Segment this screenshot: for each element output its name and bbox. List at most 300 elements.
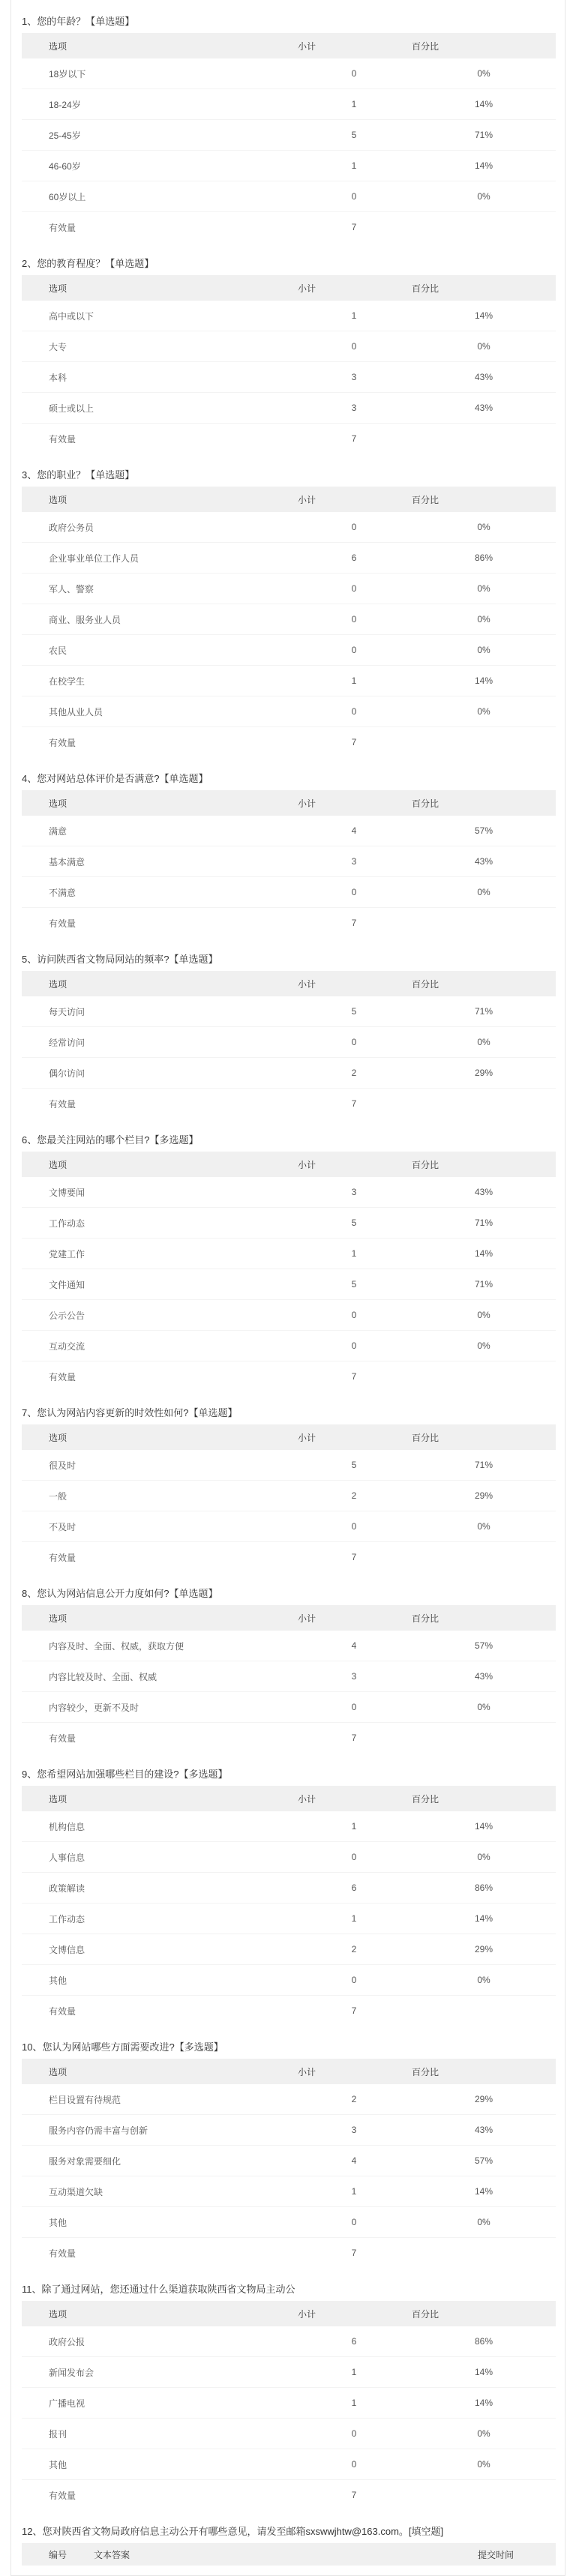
header-percent: 百分比 bbox=[412, 494, 440, 505]
table-row bbox=[22, 877, 556, 908]
option-count: 0 bbox=[351, 706, 357, 717]
question-4 bbox=[11, 768, 565, 938]
option-count: 6 bbox=[351, 553, 357, 563]
option-percent: 0% bbox=[477, 341, 490, 352]
table-header-row bbox=[22, 971, 556, 996]
table-row bbox=[22, 666, 556, 696]
option-percent: 57% bbox=[474, 825, 494, 836]
total-percent-empty bbox=[411, 1996, 556, 2026]
option-percent: 43% bbox=[474, 856, 494, 867]
total-label: 有效量 bbox=[49, 2005, 76, 2017]
total-label: 有效量 bbox=[49, 2248, 76, 2259]
option-count: 5 bbox=[351, 1218, 357, 1228]
question-title: 4、您对网站总体评价是否满意?【单选题】 bbox=[22, 773, 208, 784]
table-row bbox=[22, 996, 556, 1027]
option-label: 军人、警察 bbox=[49, 583, 94, 595]
total-label: 有效量 bbox=[49, 2490, 76, 2501]
total-row bbox=[22, 2480, 556, 2511]
option-label: 人事信息 bbox=[49, 1852, 86, 1863]
option-percent: 71% bbox=[474, 1279, 494, 1289]
total-row bbox=[22, 908, 556, 939]
header-percent: 百分比 bbox=[412, 798, 440, 809]
total-row bbox=[22, 424, 556, 454]
option-label: 很及时 bbox=[49, 1460, 76, 1471]
option-percent: 0% bbox=[477, 2428, 490, 2439]
option-label: 党建工作 bbox=[49, 1248, 86, 1260]
option-percent: 14% bbox=[474, 99, 494, 109]
option-percent: 43% bbox=[474, 2125, 494, 2135]
option-count: 6 bbox=[351, 1883, 357, 1893]
table-header-row bbox=[22, 2301, 556, 2326]
question-3 bbox=[11, 464, 565, 757]
table-row bbox=[22, 543, 556, 574]
header-option: 选项 bbox=[49, 798, 68, 809]
option-label: 18-24岁 bbox=[49, 99, 81, 110]
option-label: 互动交流 bbox=[49, 1340, 86, 1352]
option-percent: 0% bbox=[477, 1310, 490, 1320]
option-count: 5 bbox=[351, 1279, 357, 1289]
total-count: 7 bbox=[351, 2490, 357, 2500]
header-percent: 百分比 bbox=[412, 1432, 440, 1443]
option-percent: 0% bbox=[477, 706, 490, 717]
survey-report bbox=[10, 0, 566, 2576]
option-label: 服务对象需要细化 bbox=[49, 2155, 122, 2167]
option-count: 3 bbox=[351, 2125, 357, 2135]
question-title: 10、您认为网站哪些方面需要改进?【多选题】 bbox=[22, 2041, 224, 2053]
header-option: 选项 bbox=[49, 283, 68, 294]
result-table bbox=[22, 971, 556, 1119]
total-label: 有效量 bbox=[49, 918, 76, 929]
option-percent: 0% bbox=[477, 68, 490, 79]
option-label: 文博信息 bbox=[49, 1944, 86, 1955]
table-row bbox=[22, 2207, 556, 2238]
option-percent: 57% bbox=[474, 1640, 494, 1651]
table-row bbox=[22, 393, 556, 424]
header-percent: 百分比 bbox=[412, 2308, 440, 2320]
option-label: 经常访问 bbox=[49, 1037, 86, 1048]
option-percent: 29% bbox=[474, 2094, 494, 2104]
option-label: 内容较少，更新不及时 bbox=[49, 1702, 140, 1713]
table-header-row bbox=[22, 1786, 556, 1811]
total-percent-empty bbox=[411, 908, 556, 939]
option-label: 商业、服务业人员 bbox=[49, 614, 122, 625]
table-row bbox=[22, 816, 556, 846]
total-count: 7 bbox=[351, 1371, 357, 1382]
total-row bbox=[22, 1996, 556, 2026]
result-table bbox=[22, 1605, 556, 1753]
option-label: 其他 bbox=[49, 2217, 68, 2228]
result-table bbox=[22, 487, 556, 757]
total-percent-empty bbox=[411, 727, 556, 758]
total-percent-empty bbox=[411, 2480, 556, 2511]
option-count: 0 bbox=[351, 2428, 357, 2439]
option-label: 文件通知 bbox=[49, 1279, 86, 1290]
table-row bbox=[22, 151, 556, 181]
result-table bbox=[22, 1152, 556, 1391]
question-9 bbox=[11, 1763, 565, 2026]
option-percent: 14% bbox=[474, 2186, 494, 2197]
header-count: 小计 bbox=[298, 40, 316, 52]
option-percent: 14% bbox=[474, 2398, 494, 2408]
option-label: 其他 bbox=[49, 1975, 68, 1986]
question-title: 3、您的职业？【单选题】 bbox=[22, 469, 135, 481]
option-count: 2 bbox=[351, 1944, 357, 1954]
option-count: 0 bbox=[351, 887, 357, 897]
option-percent: 0% bbox=[477, 614, 490, 625]
option-percent: 43% bbox=[474, 372, 494, 382]
header-percent: 百分比 bbox=[412, 40, 440, 52]
table-row bbox=[22, 1692, 556, 1723]
result-table bbox=[22, 2059, 556, 2268]
option-count: 0 bbox=[351, 1975, 357, 1985]
total-row bbox=[22, 1361, 556, 1392]
result-table bbox=[22, 1424, 556, 1572]
question-title: 7、您认为网站内容更新的时效性如何?【单选题】 bbox=[22, 1407, 238, 1418]
option-percent: 71% bbox=[474, 1006, 494, 1017]
option-count: 2 bbox=[351, 2094, 357, 2104]
option-count: 0 bbox=[351, 1340, 357, 1351]
option-percent: 14% bbox=[474, 2367, 494, 2377]
table-row bbox=[22, 2115, 556, 2146]
column-text-answer: 文本答案 bbox=[94, 2549, 130, 2560]
header-option: 选项 bbox=[49, 2066, 68, 2077]
total-percent-empty bbox=[411, 1723, 556, 1754]
header-percent: 百分比 bbox=[412, 1159, 440, 1170]
option-percent: 0% bbox=[477, 1852, 490, 1862]
table-row bbox=[22, 1300, 556, 1331]
table-row bbox=[22, 181, 556, 212]
table-header-row bbox=[22, 487, 556, 512]
table-row bbox=[22, 696, 556, 727]
question-list bbox=[11, 10, 565, 2510]
total-count: 7 bbox=[351, 1733, 357, 1743]
table-row bbox=[22, 1511, 556, 1542]
option-percent: 0% bbox=[477, 1975, 490, 1985]
option-count: 0 bbox=[351, 2217, 357, 2227]
option-percent: 29% bbox=[474, 1944, 494, 1954]
option-percent: 29% bbox=[474, 1068, 494, 1078]
option-percent: 29% bbox=[474, 1490, 494, 1501]
table-row bbox=[22, 1027, 556, 1058]
table-row bbox=[22, 1934, 556, 1965]
option-count: 5 bbox=[351, 1460, 357, 1470]
table-row bbox=[22, 574, 556, 604]
option-percent: 0% bbox=[477, 191, 490, 202]
option-label: 农民 bbox=[49, 645, 68, 656]
option-percent: 43% bbox=[474, 403, 494, 413]
table-row bbox=[22, 1873, 556, 1904]
header-count: 小计 bbox=[298, 1432, 316, 1443]
question-2 bbox=[11, 253, 565, 454]
header-option: 选项 bbox=[49, 1159, 68, 1170]
header-count: 小计 bbox=[298, 2066, 316, 2077]
table-row bbox=[22, 2357, 556, 2388]
table-header-row bbox=[22, 2059, 556, 2084]
total-label: 有效量 bbox=[49, 222, 76, 233]
table-row bbox=[22, 1811, 556, 1842]
option-percent: 0% bbox=[477, 645, 490, 655]
table-row bbox=[22, 1239, 556, 1269]
table-header-row bbox=[22, 33, 556, 58]
option-label: 大专 bbox=[49, 341, 68, 352]
result-table bbox=[22, 1786, 556, 2026]
table-header-row bbox=[22, 1605, 556, 1631]
question-title: 6、您最关注网站的哪个栏目?【多选题】 bbox=[22, 1134, 199, 1146]
total-count: 7 bbox=[351, 222, 357, 232]
total-label: 有效量 bbox=[49, 1552, 76, 1563]
option-label: 不满意 bbox=[49, 887, 76, 898]
option-count: 0 bbox=[351, 614, 357, 625]
result-table bbox=[22, 790, 556, 938]
table-row bbox=[22, 362, 556, 393]
table-row bbox=[22, 2419, 556, 2449]
option-label: 内容比较及时、全面、权威 bbox=[49, 1671, 158, 1682]
total-percent-empty bbox=[411, 424, 556, 454]
option-label: 栏目设置有待规范 bbox=[49, 2094, 122, 2105]
total-row bbox=[22, 2238, 556, 2269]
option-label: 其他 bbox=[49, 2459, 68, 2470]
table-header-row bbox=[22, 1424, 556, 1450]
option-percent: 14% bbox=[474, 675, 494, 686]
option-count: 4 bbox=[351, 825, 357, 836]
question-title: 9、您希望网站加强哪些栏目的建设?【多选题】 bbox=[22, 1769, 228, 1780]
total-label: 有效量 bbox=[49, 433, 76, 445]
header-option: 选项 bbox=[49, 40, 68, 52]
header-percent: 百分比 bbox=[412, 2066, 440, 2077]
option-percent: 14% bbox=[474, 1248, 494, 1259]
header-count: 小计 bbox=[298, 1159, 316, 1170]
header-count: 小计 bbox=[298, 283, 316, 294]
total-count: 7 bbox=[351, 1552, 357, 1562]
option-count: 4 bbox=[351, 2155, 357, 2166]
option-percent: 86% bbox=[474, 1883, 494, 1893]
option-count: 0 bbox=[351, 2459, 357, 2470]
option-label: 工作动态 bbox=[49, 1913, 86, 1925]
total-row bbox=[22, 212, 556, 243]
option-percent: 43% bbox=[474, 1671, 494, 1682]
question-title: 8、您认为网站信息公开力度如何?【单选题】 bbox=[22, 1588, 218, 1599]
total-label: 有效量 bbox=[49, 1098, 76, 1110]
total-percent-empty bbox=[411, 1361, 556, 1392]
option-count: 6 bbox=[351, 2336, 357, 2347]
option-label: 公示公告 bbox=[49, 1310, 86, 1321]
option-percent: 0% bbox=[477, 1702, 490, 1712]
total-row bbox=[22, 1089, 556, 1119]
option-label: 政策解读 bbox=[49, 1883, 86, 1894]
option-count: 2 bbox=[351, 1068, 357, 1078]
total-count: 7 bbox=[351, 433, 357, 444]
table-row bbox=[22, 1177, 556, 1208]
option-label: 硕士或以上 bbox=[49, 403, 94, 414]
option-count: 3 bbox=[351, 1671, 357, 1682]
table-row bbox=[22, 2176, 556, 2207]
option-count: 1 bbox=[351, 160, 357, 171]
table-row bbox=[22, 1208, 556, 1239]
option-percent: 43% bbox=[474, 1187, 494, 1197]
header-option: 选项 bbox=[49, 494, 68, 505]
option-percent: 71% bbox=[474, 1460, 494, 1470]
total-row bbox=[22, 727, 556, 758]
option-label: 在校学生 bbox=[49, 675, 86, 687]
option-label: 企业事业单位工作人员 bbox=[49, 553, 140, 564]
question-title: 1、您的年龄？【单选题】 bbox=[22, 16, 135, 27]
total-percent-empty bbox=[411, 1542, 556, 1573]
result-table bbox=[22, 2301, 556, 2510]
table-row bbox=[22, 58, 556, 89]
question-10 bbox=[11, 2036, 565, 2268]
column-submit-time: 提交时间 bbox=[477, 2549, 514, 2560]
table-header-row bbox=[22, 275, 556, 301]
option-count: 3 bbox=[351, 856, 357, 867]
option-percent: 0% bbox=[477, 887, 490, 897]
option-percent: 71% bbox=[474, 1218, 494, 1228]
table-row bbox=[22, 2084, 556, 2115]
table-row bbox=[22, 331, 556, 362]
total-percent-empty bbox=[411, 1089, 556, 1119]
option-label: 本科 bbox=[49, 372, 68, 383]
option-count: 0 bbox=[351, 68, 357, 79]
option-count: 0 bbox=[351, 1310, 357, 1320]
result-table bbox=[22, 275, 556, 454]
header-option: 选项 bbox=[49, 978, 68, 990]
option-label: 广播电视 bbox=[49, 2398, 86, 2409]
total-percent-empty bbox=[411, 212, 556, 243]
header-percent: 百分比 bbox=[412, 1613, 440, 1624]
total-count: 7 bbox=[351, 2248, 357, 2258]
option-percent: 0% bbox=[477, 583, 490, 594]
option-count: 0 bbox=[351, 522, 357, 532]
option-count: 5 bbox=[351, 130, 357, 140]
option-label: 每天访问 bbox=[49, 1006, 86, 1017]
option-label: 其他从业人员 bbox=[49, 706, 104, 717]
option-count: 0 bbox=[351, 191, 357, 202]
table-row bbox=[22, 1269, 556, 1300]
option-percent: 0% bbox=[477, 1037, 490, 1047]
total-count: 7 bbox=[351, 2005, 357, 2016]
option-count: 4 bbox=[351, 1640, 357, 1651]
header-count: 小计 bbox=[298, 494, 316, 505]
question-title: 12、您对陕西省文物局政府信息主动公开有哪些意见，请发至邮箱sxswwjhtw@163.com。[填空题] bbox=[22, 2526, 444, 2537]
result-table bbox=[22, 33, 556, 242]
option-percent: 14% bbox=[474, 1821, 494, 1832]
table-row bbox=[22, 1661, 556, 1692]
option-label: 一般 bbox=[49, 1490, 68, 1502]
option-count: 0 bbox=[351, 1702, 357, 1712]
option-count: 1 bbox=[351, 1248, 357, 1259]
column-number: 编号 bbox=[49, 2549, 68, 2560]
table-row bbox=[22, 1481, 556, 1511]
table-row bbox=[22, 604, 556, 635]
total-count: 7 bbox=[351, 1098, 357, 1109]
option-label: 内容及时、全面、权威，获取方便 bbox=[49, 1640, 184, 1652]
option-count: 0 bbox=[351, 341, 357, 352]
option-count: 0 bbox=[351, 645, 357, 655]
option-percent: 0% bbox=[477, 1340, 490, 1351]
total-label: 有效量 bbox=[49, 1733, 76, 1744]
table-row bbox=[22, 2388, 556, 2419]
question-5 bbox=[11, 948, 565, 1119]
table-row bbox=[22, 1331, 556, 1361]
header-percent: 百分比 bbox=[412, 283, 440, 294]
header-option: 选项 bbox=[49, 1793, 68, 1805]
total-row bbox=[22, 1723, 556, 1754]
option-percent: 0% bbox=[477, 1521, 490, 1532]
option-count: 1 bbox=[351, 99, 357, 109]
question-8 bbox=[11, 1583, 565, 1753]
total-count: 7 bbox=[351, 737, 357, 747]
option-count: 0 bbox=[351, 1852, 357, 1862]
total-label: 有效量 bbox=[49, 737, 76, 748]
option-label: 60岁以上 bbox=[49, 191, 86, 202]
option-count: 1 bbox=[351, 310, 357, 321]
option-count: 0 bbox=[351, 1037, 357, 1047]
table-row bbox=[22, 635, 556, 666]
table-row bbox=[22, 120, 556, 151]
header-option: 选项 bbox=[49, 1613, 68, 1624]
header-count: 小计 bbox=[298, 798, 316, 809]
table-row bbox=[22, 2449, 556, 2480]
option-label: 46-60岁 bbox=[49, 160, 81, 172]
option-percent: 0% bbox=[477, 2217, 490, 2227]
option-label: 报刊 bbox=[49, 2428, 68, 2440]
total-row bbox=[22, 1542, 556, 1573]
option-percent: 0% bbox=[477, 2459, 490, 2470]
option-label: 互动渠道欠缺 bbox=[49, 2186, 104, 2197]
total-percent-empty bbox=[411, 2238, 556, 2269]
header-percent: 百分比 bbox=[412, 978, 440, 990]
option-percent: 71% bbox=[474, 130, 494, 140]
option-percent: 14% bbox=[474, 1913, 494, 1924]
open-answer-table-header bbox=[22, 2543, 556, 2566]
table-row bbox=[22, 1842, 556, 1873]
table-row bbox=[22, 1450, 556, 1481]
option-label: 不及时 bbox=[49, 1521, 76, 1532]
table-row bbox=[22, 2146, 556, 2176]
option-percent: 14% bbox=[474, 310, 494, 321]
option-count: 3 bbox=[351, 403, 357, 413]
option-label: 25-45岁 bbox=[49, 130, 81, 141]
option-label: 政府公报 bbox=[49, 2336, 86, 2347]
question-title: 5、访问陕西省文物局网站的频率?【单选题】 bbox=[22, 954, 218, 965]
option-label: 偶尔访问 bbox=[49, 1068, 86, 1079]
option-count: 1 bbox=[351, 2367, 357, 2377]
option-label: 高中或以下 bbox=[49, 310, 94, 322]
table-row bbox=[22, 1904, 556, 1934]
question-6 bbox=[11, 1129, 565, 1391]
question-title: 11、除了通过网站，您还通过什么渠道获取陕西省文物局主动公 bbox=[22, 2284, 296, 2295]
option-label: 18岁以下 bbox=[49, 68, 86, 79]
table-header-row bbox=[22, 1152, 556, 1177]
header-count: 小计 bbox=[298, 1613, 316, 1624]
question-12 bbox=[11, 2521, 565, 2566]
total-count: 7 bbox=[351, 918, 357, 928]
option-percent: 86% bbox=[474, 2336, 494, 2347]
option-count: 1 bbox=[351, 1821, 357, 1832]
header-count: 小计 bbox=[298, 2308, 316, 2320]
option-count: 1 bbox=[351, 2186, 357, 2197]
table-row bbox=[22, 846, 556, 877]
option-label: 满意 bbox=[49, 825, 68, 837]
header-count: 小计 bbox=[298, 1793, 316, 1805]
option-percent: 57% bbox=[474, 2155, 494, 2166]
question-1 bbox=[11, 10, 565, 242]
question-title: 2、您的教育程度？【单选题】 bbox=[22, 258, 154, 269]
table-header-row bbox=[22, 790, 556, 816]
header-count: 小计 bbox=[298, 978, 316, 990]
table-row bbox=[22, 1058, 556, 1089]
option-count: 1 bbox=[351, 2398, 357, 2408]
option-count: 3 bbox=[351, 372, 357, 382]
